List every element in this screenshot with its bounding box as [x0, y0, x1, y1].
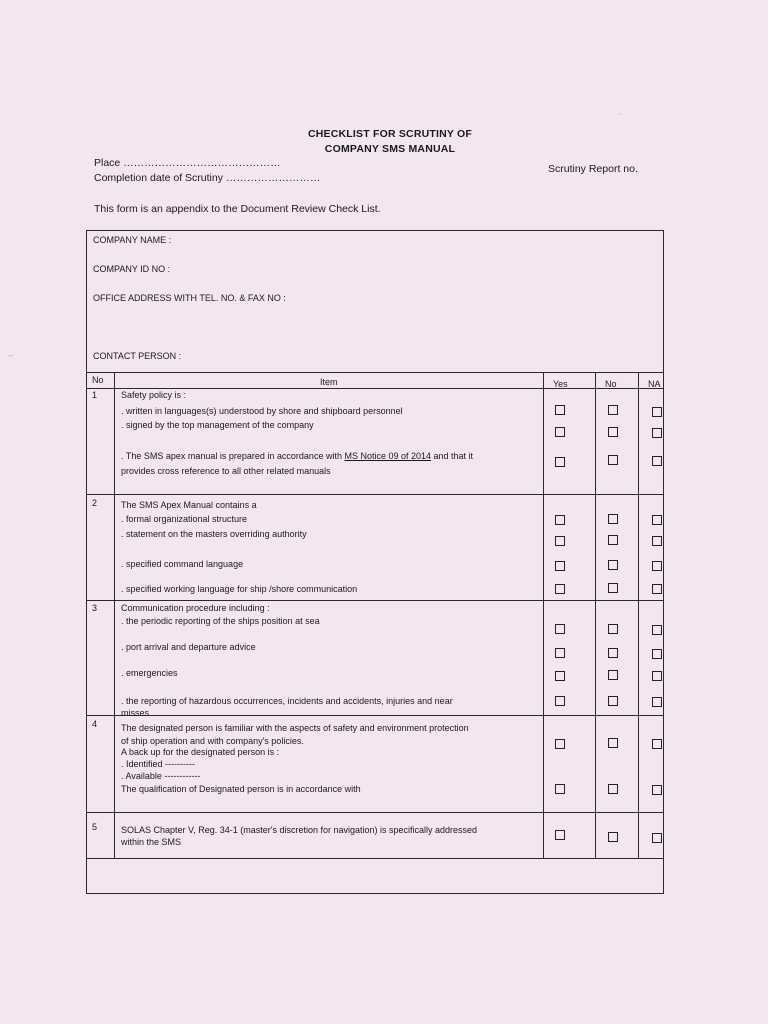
no-checkbox[interactable]	[608, 514, 618, 524]
no-checkbox[interactable]	[608, 560, 618, 570]
na-checkbox[interactable]	[652, 407, 662, 417]
company-id-label: COMPANY ID NO :	[93, 264, 171, 274]
yes-checkbox[interactable]	[555, 427, 565, 437]
yes-checkbox[interactable]	[555, 739, 565, 749]
item-text: Communication procedure including :	[121, 603, 270, 613]
yes-checkbox[interactable]	[555, 830, 565, 840]
item-text: . formal organizational structure	[121, 514, 248, 524]
scrutiny-report-no: Scrutiny Report no.	[548, 163, 638, 175]
col-header-yes: Yes	[553, 379, 568, 389]
na-checkbox[interactable]	[652, 561, 662, 571]
no-checkbox[interactable]	[608, 832, 618, 842]
col-header-no-answer: No	[605, 379, 617, 389]
yes-checkbox[interactable]	[555, 561, 565, 571]
item-text: . Identified ----------	[121, 759, 195, 769]
yes-checkbox[interactable]	[555, 515, 565, 525]
na-checkbox[interactable]	[652, 584, 662, 594]
item-text: Safety policy is :	[121, 390, 187, 400]
na-checkbox[interactable]	[652, 456, 662, 466]
form-title-line1: CHECKLIST FOR SCRUTINY OF	[307, 128, 473, 140]
yes-checkbox[interactable]	[555, 624, 565, 634]
item-text: provides cross reference to all other related manuals	[121, 466, 331, 476]
item-text: The designated person is familiar with the aspects of safety and environment protection	[121, 723, 469, 733]
na-checkbox[interactable]	[652, 671, 662, 681]
col-divider	[638, 372, 639, 858]
item-text: A back up for the designated person is :	[121, 747, 280, 757]
appendix-note: This form is an appendix to the Document Review Check List.	[94, 203, 381, 215]
item-text: . the periodic reporting of the ships position at sea	[121, 616, 320, 626]
item-text: . specified command language	[121, 559, 244, 569]
no-checkbox[interactable]	[608, 670, 618, 680]
yes-checkbox[interactable]	[555, 648, 565, 658]
yes-checkbox[interactable]	[555, 784, 565, 794]
row-divider	[86, 600, 664, 601]
no-checkbox[interactable]	[608, 405, 618, 415]
col-header-no: No	[92, 375, 104, 385]
row-number: 2	[92, 498, 98, 508]
yes-checkbox[interactable]	[555, 536, 565, 546]
yes-checkbox[interactable]	[555, 671, 565, 681]
scan-smudge: –	[8, 350, 14, 360]
item-text: . Available ------------	[121, 771, 201, 781]
no-checkbox[interactable]	[608, 583, 618, 593]
na-checkbox[interactable]	[652, 785, 662, 795]
item-text: of ship operation and with company's policies.	[121, 736, 304, 746]
completion-date-field: Completion date of Scrutiny ………………………	[94, 172, 321, 184]
no-checkbox[interactable]	[608, 648, 618, 658]
na-checkbox[interactable]	[652, 428, 662, 438]
no-checkbox[interactable]	[608, 738, 618, 748]
contact-person-label: CONTACT PERSON :	[93, 351, 182, 361]
na-checkbox[interactable]	[652, 515, 662, 525]
item-text: . specified working language for ship /shore communication	[121, 584, 358, 594]
item-text: . statement on the masters overriding authority	[121, 529, 307, 539]
table-top-border	[86, 372, 664, 373]
no-checkbox[interactable]	[608, 427, 618, 437]
row-number: 1	[92, 390, 98, 400]
item-text: . emergencies	[121, 668, 178, 678]
item-text: The SMS Apex Manual contains a	[121, 500, 257, 510]
place-field: Place ………………………………………	[94, 157, 281, 169]
row-divider	[86, 858, 664, 859]
no-checkbox[interactable]	[608, 696, 618, 706]
item-text: . The SMS apex manual is prepared in accordance with MS Notice 09 of 2014 and that it	[121, 451, 474, 461]
yes-checkbox[interactable]	[555, 457, 565, 467]
row-divider	[86, 494, 664, 495]
col-divider	[595, 372, 596, 858]
row-divider	[86, 812, 664, 813]
no-checkbox[interactable]	[608, 624, 618, 634]
office-address-label: OFFICE ADDRESS WITH TEL. NO. & FAX NO :	[93, 293, 286, 303]
item-text: The qualification of Designated person is in accordance with	[121, 784, 361, 794]
col-divider	[543, 372, 544, 858]
row-number: 3	[92, 603, 98, 613]
row-divider	[86, 715, 664, 716]
scan-smudge: ˇ	[618, 112, 621, 122]
item-text: within the SMS	[121, 837, 182, 847]
yes-checkbox[interactable]	[555, 696, 565, 706]
na-checkbox[interactable]	[652, 649, 662, 659]
item-text: . the reporting of hazardous occurrences, incidents and accidents, injuries and near	[121, 696, 453, 706]
item-text: misses	[121, 708, 150, 718]
no-checkbox[interactable]	[608, 784, 618, 794]
yes-checkbox[interactable]	[555, 405, 565, 415]
na-checkbox[interactable]	[652, 536, 662, 546]
na-checkbox[interactable]	[652, 625, 662, 635]
item-text: SOLAS Chapter V, Reg. 34-1 (master's discretion for navigation) is specifically addressed	[121, 825, 478, 835]
col-header-na: NA	[648, 379, 661, 389]
form-title-line2: COMPANY SMS MANUAL	[324, 143, 456, 155]
item-text: . signed by the top management of the company	[121, 420, 314, 430]
col-header-item: Item	[320, 377, 338, 387]
item-text: . written in languages(s) understood by shore and shipboard personnel	[121, 406, 403, 416]
no-checkbox[interactable]	[608, 455, 618, 465]
item-text: . port arrival and departure advice	[121, 642, 256, 652]
no-checkbox[interactable]	[608, 535, 618, 545]
na-checkbox[interactable]	[652, 697, 662, 707]
yes-checkbox[interactable]	[555, 584, 565, 594]
company-name-label: COMPANY NAME :	[93, 235, 172, 245]
row-number: 4	[92, 719, 98, 729]
ms-notice-reference: MS Notice 09 of 2014	[344, 451, 432, 461]
na-checkbox[interactable]	[652, 739, 662, 749]
na-checkbox[interactable]	[652, 833, 662, 843]
row-number: 5	[92, 822, 98, 832]
col-divider	[114, 372, 115, 858]
